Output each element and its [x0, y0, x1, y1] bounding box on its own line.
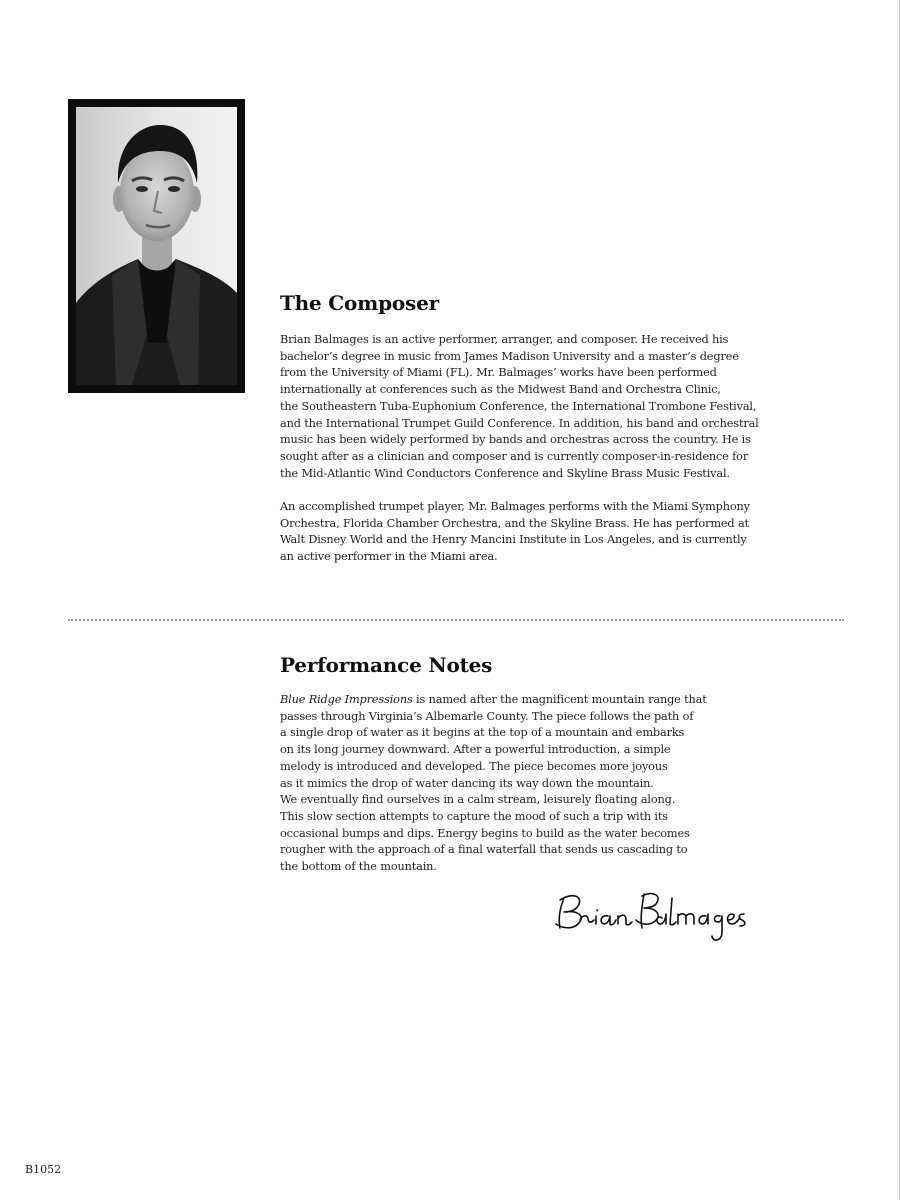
- text-line: on its long journey downward. After a powerful introduction, a simple: [280, 743, 671, 757]
- text-line: This slow section attempts to capture the mood of such a trip with its: [280, 809, 668, 823]
- text-line: the Southeastern Tuba-Euphonium Conference, the International Trombone Festival,: [280, 399, 757, 413]
- composer-photo: [68, 99, 245, 393]
- text-line: the bottom of the mountain.: [280, 860, 437, 874]
- text-line: an active performer in the Miami area.: [280, 550, 498, 564]
- performance-notes-title: Performance Notes: [280, 653, 493, 677]
- piece-title: Blue Ridge Impressions: [280, 693, 413, 706]
- text-line: as it mimics the drop of water dancing its way down the mountain.: [280, 776, 654, 790]
- text-line: rougher with the approach of a final waterfall that sends us cascading to: [280, 843, 688, 857]
- composer-section-title: The Composer: [280, 291, 439, 315]
- page-code: B1052: [25, 1163, 62, 1176]
- text-line: occasional bumps and dips. Energy begins to build as the water becomes: [280, 826, 690, 840]
- text-line: and the International Trumpet Guild Conference. In addition, his band and orchestral: [280, 416, 759, 430]
- composer-portrait-image: [76, 107, 237, 385]
- text-line: Orchestra, Florida Chamber Orchestra, and the Skyline Brass. He has performed at: [280, 516, 749, 530]
- text-line: is named after the magnificent mountain range that: [412, 693, 707, 706]
- text-line: internationally at conferences such as the Midwest Band and Orchestra Clinic,: [280, 383, 721, 397]
- text-line: An accomplished trumpet player, Mr. Balmages performs with the Miami Symphony: [280, 500, 750, 513]
- text-line: Walt Disney World and the Henry Mancini Institute in Los Angeles, and is currently: [280, 533, 747, 547]
- section-divider: [68, 619, 844, 621]
- text-line: bachelor’s degree in music from James Madison University and a master’s degree: [280, 349, 739, 363]
- performance-notes-paragraph: [280, 692, 770, 876]
- composer-bio-paragraph-2: [280, 499, 840, 566]
- text-line: passes through Virginia’s Albemarle County. The piece follows the path of: [280, 709, 694, 723]
- composer-bio-paragraph-1: [280, 332, 840, 482]
- text-line: music has been widely performed by bands and orchestras across the country. He is: [280, 433, 751, 447]
- composer-signature: [550, 884, 750, 950]
- text-line: We eventually find ourselves in a calm stream, leisurely floating along.: [280, 793, 676, 807]
- text-line: a single drop of water as it begins at the top of a mountain and embarks: [280, 726, 685, 740]
- text-line: the Mid-Atlantic Wind Conductors Conference and Skyline Brass Music Festival.: [280, 466, 730, 480]
- text-line: Brian Balmages is an active performer, arranger, and composer. He received his: [280, 333, 729, 346]
- text-line: sought after as a clinician and composer and is currently composer-in-residence for: [280, 449, 749, 463]
- text-line: melody is introduced and developed. The piece becomes more joyous: [280, 759, 668, 773]
- text-line: from the University of Miami (FL). Mr. Balmages’ works have been performed: [280, 366, 717, 380]
